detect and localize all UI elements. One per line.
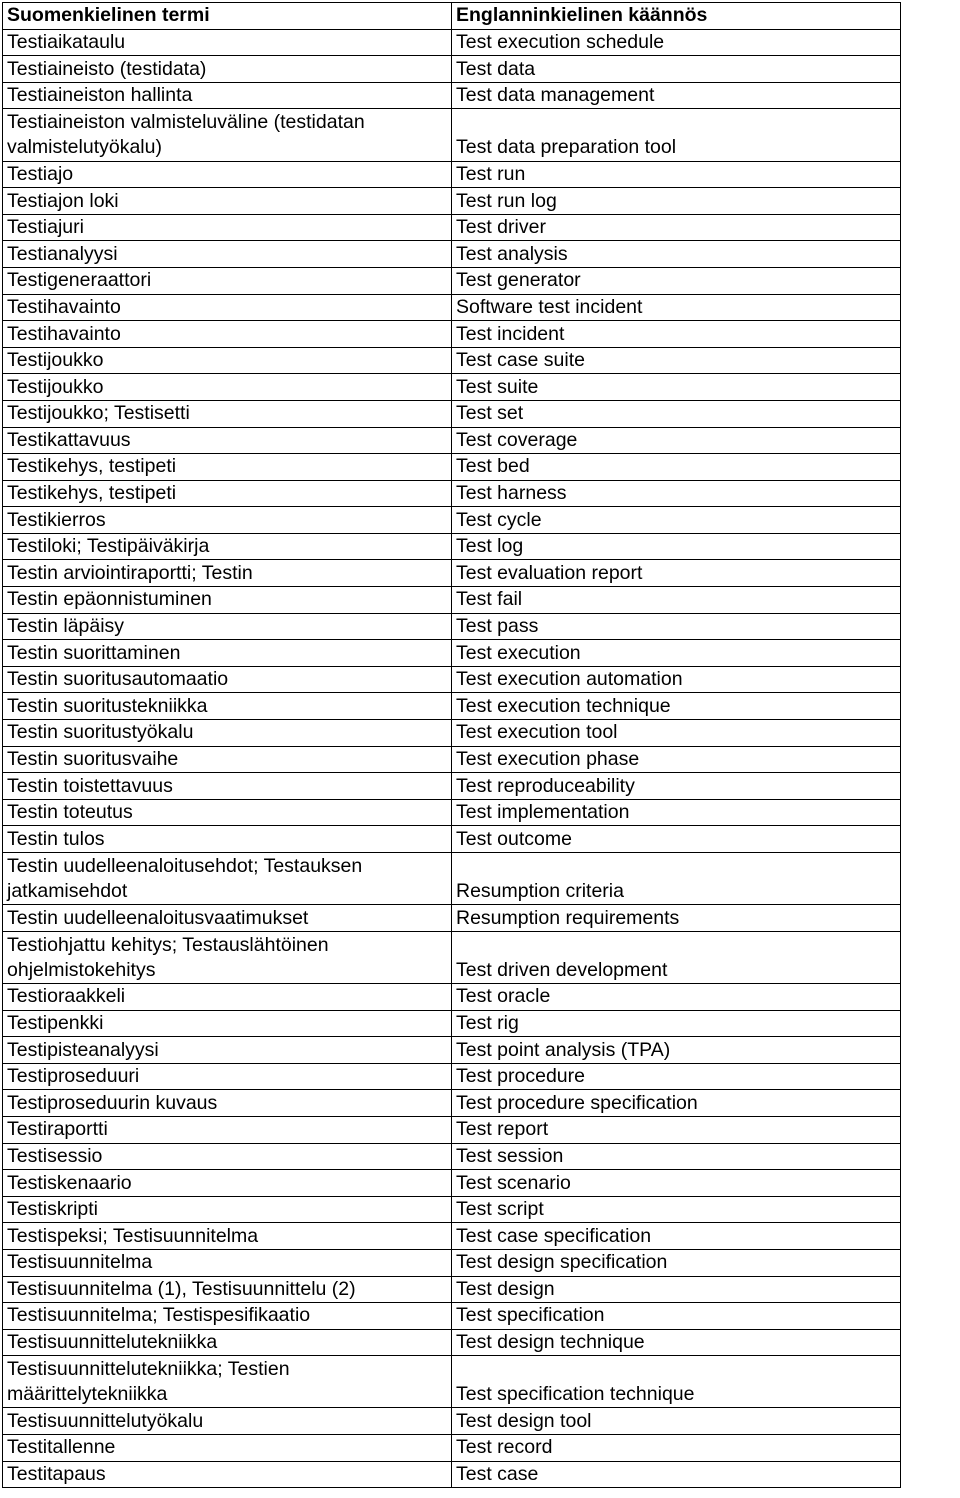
finnish-term-cell: Testispeksi; Testisuunnitelma	[3, 1223, 452, 1250]
english-translation-cell: Test set	[452, 400, 901, 427]
finnish-term-cell: Testiaineiston valmisteluväline (testidatan valmistelutyökalu)	[3, 109, 452, 161]
table-row	[3, 1461, 901, 1488]
finnish-term-cell: Testipenkki	[3, 1010, 452, 1037]
english-translation-cell: Test data	[452, 56, 901, 83]
finnish-term-cell: Testin arviointiraportti; Testin	[3, 560, 452, 587]
english-translation-cell: Test execution automation	[452, 666, 901, 693]
table-row	[3, 56, 901, 83]
table-row	[3, 853, 901, 905]
finnish-term-cell: Testijoukko	[3, 374, 452, 401]
english-translation-cell: Test rig	[452, 1010, 901, 1037]
english-translation-cell: Test evaluation report	[452, 560, 901, 587]
table-row	[3, 560, 901, 587]
english-translation-cell: Test procedure	[452, 1063, 901, 1090]
table-row	[3, 1329, 901, 1356]
english-translation-cell: Test implementation	[452, 799, 901, 826]
table-row	[3, 1249, 901, 1276]
english-translation-cell: Test harness	[452, 480, 901, 507]
table-row	[3, 693, 901, 720]
table-row	[3, 1116, 901, 1143]
table-row	[3, 454, 901, 481]
finnish-term-cell: Testiohjattu kehitys; Testauslähtöinen ohjelmistokehitys	[3, 931, 452, 983]
table-row	[3, 983, 901, 1010]
table-row	[3, 241, 901, 268]
table-row	[3, 1063, 901, 1090]
table-row	[3, 533, 901, 560]
english-translation-cell: Test execution schedule	[452, 29, 901, 56]
english-translation-cell: Test procedure specification	[452, 1090, 901, 1117]
finnish-term-cell: Testiaineiston hallinta	[3, 82, 452, 109]
finnish-term-cell: Testijoukko; Testisetti	[3, 400, 452, 427]
table-row	[3, 773, 901, 800]
english-translation-cell: Test oracle	[452, 983, 901, 1010]
table-row	[3, 188, 901, 215]
english-translation-cell: Test design technique	[452, 1329, 901, 1356]
finnish-term-cell: Testin suoritusautomaatio	[3, 666, 452, 693]
table-row	[3, 82, 901, 109]
table-row	[3, 374, 901, 401]
english-translation-cell: Test specification	[452, 1303, 901, 1330]
table-row	[3, 1143, 901, 1170]
finnish-term-cell: Testiaikataulu	[3, 29, 452, 56]
glossary-rows	[3, 29, 901, 1488]
english-translation-cell: Test cycle	[452, 507, 901, 534]
finnish-term-cell: Testin läpäisy	[3, 613, 452, 640]
table-row	[3, 1276, 901, 1303]
table-row	[3, 109, 901, 161]
english-translation-cell: Test point analysis (TPA)	[452, 1037, 901, 1064]
finnish-term-cell: Testiproseduurin kuvaus	[3, 1090, 452, 1117]
table-row	[3, 400, 901, 427]
english-translation-cell: Test case specification	[452, 1223, 901, 1250]
english-translation-cell: Test execution tool	[452, 720, 901, 747]
table-row	[3, 1356, 901, 1408]
table-row	[3, 931, 901, 983]
finnish-term-cell: Testikehys, testipeti	[3, 480, 452, 507]
table-row	[3, 1196, 901, 1223]
finnish-term-cell: Testihavainto	[3, 294, 452, 321]
english-translation-cell: Test pass	[452, 613, 901, 640]
table-row	[3, 666, 901, 693]
english-translation-cell: Test specification technique	[452, 1356, 901, 1408]
table-row	[3, 826, 901, 853]
english-translation-cell: Resumption criteria	[452, 853, 901, 905]
english-translation-cell: Test execution phase	[452, 746, 901, 773]
english-translation-cell: Resumption requirements	[452, 905, 901, 932]
finnish-term-cell: Testikierros	[3, 507, 452, 534]
finnish-term-cell: Testisuunnitelma; Testispesifikaatio	[3, 1303, 452, 1330]
table-row	[3, 746, 901, 773]
finnish-term-cell: Testiloki; Testipäiväkirja	[3, 533, 452, 560]
finnish-term-cell: Testin uudelleenaloitusvaatimukset	[3, 905, 452, 932]
table-row	[3, 640, 901, 667]
finnish-term-cell: Testin epäonnistuminen	[3, 587, 452, 614]
english-translation-cell: Test design	[452, 1276, 901, 1303]
table-row	[3, 799, 901, 826]
table-row	[3, 294, 901, 321]
table-row	[3, 720, 901, 747]
table-row	[3, 1223, 901, 1250]
finnish-term-cell: Testin suoritustekniikka	[3, 693, 452, 720]
table-row	[3, 1435, 901, 1462]
finnish-term-cell: Testigeneraattori	[3, 267, 452, 294]
finnish-term-cell: Testioraakkeli	[3, 983, 452, 1010]
finnish-term-cell: Testiajuri	[3, 214, 452, 241]
finnish-term-cell: Testin tulos	[3, 826, 452, 853]
finnish-term-cell: Testijoukko	[3, 347, 452, 374]
finnish-term-cell: Testin suoritustyökalu	[3, 720, 452, 747]
english-translation-cell: Test run log	[452, 188, 901, 215]
finnish-term-cell: Testin toistettavuus	[3, 773, 452, 800]
header-finnish-term: Suomenkielinen termi	[3, 3, 452, 30]
finnish-term-cell: Testin suorittaminen	[3, 640, 452, 667]
finnish-term-cell: Testikattavuus	[3, 427, 452, 454]
english-translation-cell: Test coverage	[452, 427, 901, 454]
header-row	[3, 3, 901, 30]
english-translation-cell: Test outcome	[452, 826, 901, 853]
table-row	[3, 1408, 901, 1435]
finnish-term-cell: Testiraportti	[3, 1116, 452, 1143]
table-row	[3, 214, 901, 241]
table-row	[3, 1303, 901, 1330]
finnish-term-cell: Testiskenaario	[3, 1170, 452, 1197]
english-translation-cell: Test data preparation tool	[452, 109, 901, 161]
finnish-term-cell: Testisuunnittelutekniikka; Testien määrittelytekniikka	[3, 1356, 452, 1408]
table-row	[3, 587, 901, 614]
english-translation-cell: Test driven development	[452, 931, 901, 983]
finnish-term-cell: Testianalyysi	[3, 241, 452, 268]
finnish-term-cell: Testiajon loki	[3, 188, 452, 215]
english-translation-cell: Test design tool	[452, 1408, 901, 1435]
english-translation-cell: Test design specification	[452, 1249, 901, 1276]
english-translation-cell: Test script	[452, 1196, 901, 1223]
english-translation-cell: Test data management	[452, 82, 901, 109]
english-translation-cell: Test execution	[452, 640, 901, 667]
english-translation-cell: Test generator	[452, 267, 901, 294]
finnish-term-cell: Testitapaus	[3, 1461, 452, 1488]
finnish-term-cell: Testiaineisto (testidata)	[3, 56, 452, 83]
finnish-term-cell: Testisuunnitelma	[3, 1249, 452, 1276]
english-translation-cell: Test execution technique	[452, 693, 901, 720]
finnish-term-cell: Testiskripti	[3, 1196, 452, 1223]
table-row	[3, 1170, 901, 1197]
english-translation-cell: Test record	[452, 1435, 901, 1462]
english-translation-cell: Test reproduceability	[452, 773, 901, 800]
english-translation-cell: Test report	[452, 1116, 901, 1143]
table-row	[3, 427, 901, 454]
english-translation-cell: Test analysis	[452, 241, 901, 268]
finnish-term-cell: Testipisteanalyysi	[3, 1037, 452, 1064]
table-row	[3, 905, 901, 932]
finnish-term-cell: Testihavainto	[3, 321, 452, 348]
english-translation-cell: Test driver	[452, 214, 901, 241]
finnish-term-cell: Testikehys, testipeti	[3, 454, 452, 481]
english-translation-cell: Test bed	[452, 454, 901, 481]
english-translation-cell: Test run	[452, 161, 901, 188]
english-translation-cell: Test incident	[452, 321, 901, 348]
english-translation-cell: Test fail	[452, 587, 901, 614]
english-translation-cell: Software test incident	[452, 294, 901, 321]
finnish-term-cell: Testisuunnittelutyökalu	[3, 1408, 452, 1435]
table-row	[3, 1010, 901, 1037]
english-translation-cell: Test scenario	[452, 1170, 901, 1197]
table-row	[3, 161, 901, 188]
table-row	[3, 347, 901, 374]
table-row	[3, 480, 901, 507]
finnish-term-cell: Testin suoritusvaihe	[3, 746, 452, 773]
finnish-term-cell: Testitallenne	[3, 1435, 452, 1462]
english-translation-cell: Test log	[452, 533, 901, 560]
english-translation-cell: Test suite	[452, 374, 901, 401]
finnish-term-cell: Testiajo	[3, 161, 452, 188]
finnish-term-cell: Testisuunnitelma (1), Testisuunnittelu (2)	[3, 1276, 452, 1303]
english-translation-cell: Test case	[452, 1461, 901, 1488]
table-row	[3, 1090, 901, 1117]
glossary-sheet	[2, 2, 900, 1488]
finnish-term-cell: Testisessio	[3, 1143, 452, 1170]
table-row	[3, 267, 901, 294]
table-row	[3, 507, 901, 534]
finnish-term-cell: Testiproseduuri	[3, 1063, 452, 1090]
finnish-term-cell: Testin toteutus	[3, 799, 452, 826]
table-row	[3, 1037, 901, 1064]
table-row	[3, 613, 901, 640]
header-english-translation: Englanninkielinen käännös	[452, 3, 901, 30]
table-row	[3, 29, 901, 56]
glossary-table	[2, 2, 901, 1488]
english-translation-cell: Test case suite	[452, 347, 901, 374]
finnish-term-cell: Testisuunnittelutekniikka	[3, 1329, 452, 1356]
table-row	[3, 321, 901, 348]
finnish-term-cell: Testin uudelleenaloitusehdot; Testauksen jatkamisehdot	[3, 853, 452, 905]
english-translation-cell: Test session	[452, 1143, 901, 1170]
